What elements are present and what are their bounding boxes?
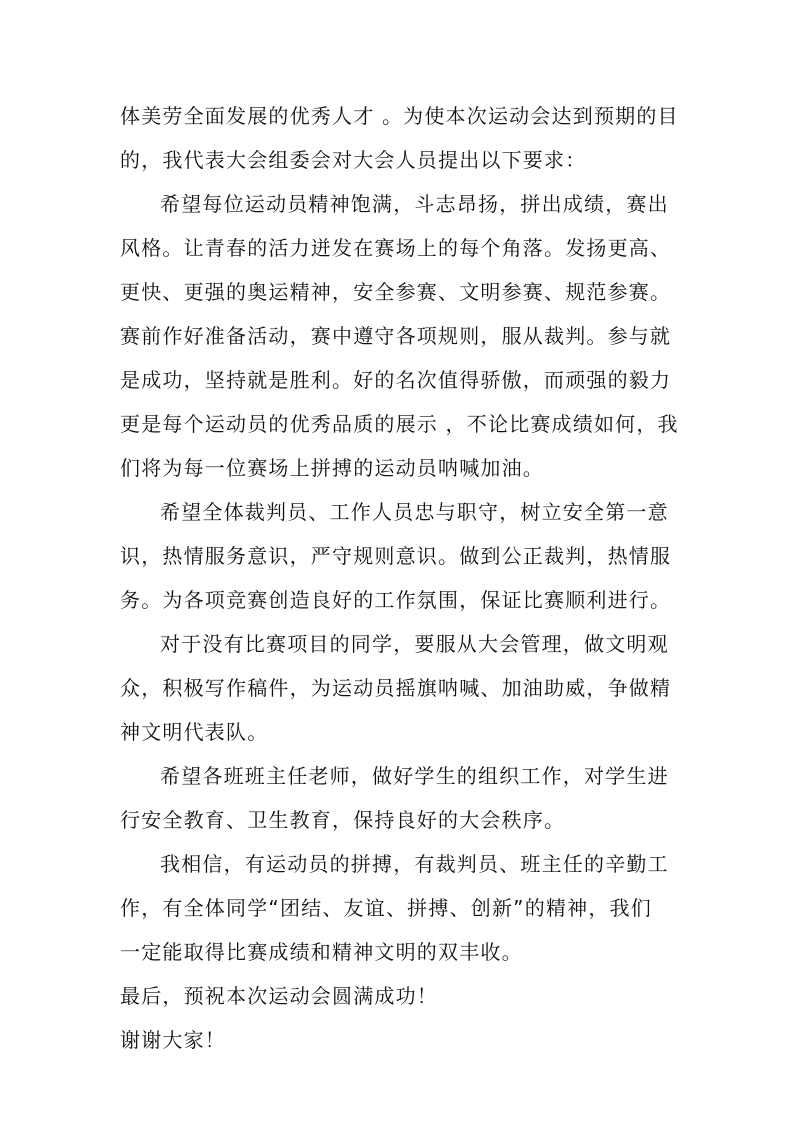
paragraph-first-line: 希望各班班主任老师，做好学生的组织工作，对学生进 (160, 764, 669, 788)
paragraph-first-line: 我相信，有运动员的拼搏，有裁判员、班主任的辛勤工 (160, 852, 669, 876)
text-line: 们将为每一位赛场上拼搏的运动员呐喊加油。 (120, 456, 544, 480)
closing-wish: 最后，预祝本次运动会圆满成功！ (120, 984, 438, 1008)
text-line: 作，有全体同学“团结、友谊、拼搏、创新”的精神，我们 (120, 896, 652, 920)
text-line: 众，积极写作稿件，为运动员摇旗呐喊、加油助威，争做精 (120, 676, 672, 700)
text-line: 体美劳全面发展的优秀人才 。为使本次运动会达到预期的目 (120, 104, 679, 128)
text-line: 更快、更强的奥运精神，安全参赛、文明参赛、规范参赛。 (120, 280, 672, 304)
text-line: 是成功，坚持就是胜利。好的名次值得骄傲，而顽强的毅力 (120, 368, 672, 392)
closing-thanks: 谢谢大家！ (120, 1028, 226, 1052)
text-line: 务。为各项竞赛创造良好的工作氛围，保证比赛顺利进行。 (120, 588, 672, 612)
text-line: 识，热情服务意识，严守规则意识。做到公正裁判，热情服 (120, 544, 672, 568)
paragraph-first-line: 希望每位运动员精神饱满，斗志昂扬，拼出成绩，赛出 (160, 192, 669, 216)
paragraph-first-line: 对于没有比赛项目的同学，要服从大会管理，做文明观 (160, 632, 669, 656)
paragraph-first-line: 希望全体裁判员、工作人员忠与职守，树立安全第一意 (160, 500, 669, 524)
text-line: 的，我代表大会组委会对大会人员提出以下要求： (120, 148, 587, 172)
text-line: 神文明代表队。 (120, 720, 269, 744)
text-line: 行安全教育、卫生教育，保持良好的大会秩序。 (120, 808, 566, 832)
text-line: 赛前作好准备活动，赛中遵守各项规则，服从裁判。参与就 (120, 324, 672, 348)
text-line: 风格。让青春的活力迸发在赛场上的每个角落。发扬更高、 (120, 236, 672, 260)
text-line: 一定能取得比赛成绩和精神文明的双丰收。 (120, 940, 523, 964)
text-line: 更是每个运动员的优秀品质的展示 ，不论比赛成绩如何，我 (120, 412, 679, 436)
